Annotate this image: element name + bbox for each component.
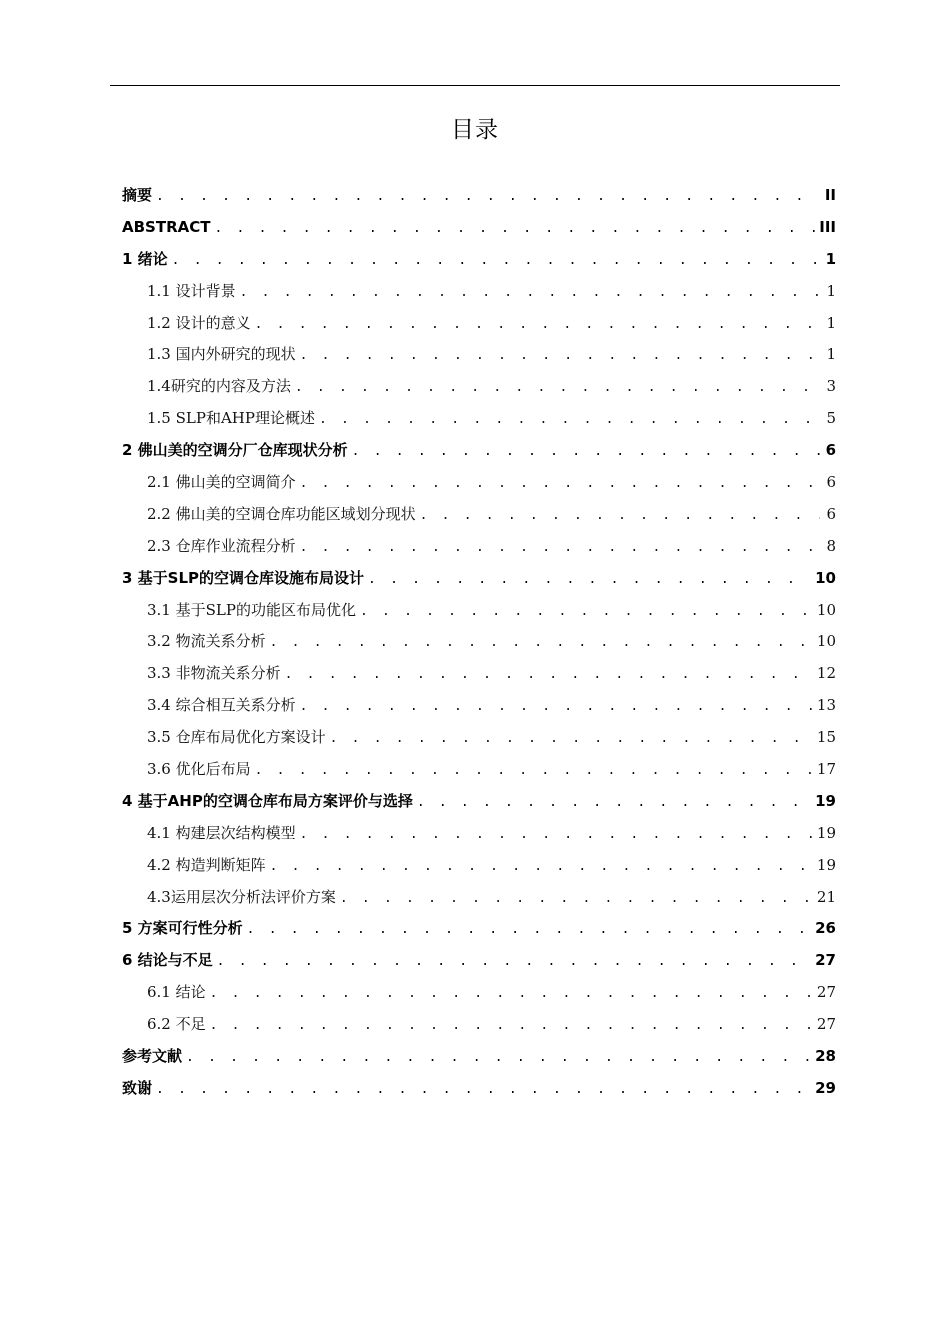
toc-page-number: 5 [826,409,836,428]
toc-entry-title: 1.3 国内外研究的现状 [147,345,296,364]
toc-entry[interactable] [122,308,836,340]
toc-entry[interactable] [122,1009,836,1041]
toc-page-number: 28 [815,1047,836,1066]
toc-dot-leader [217,946,811,978]
toc-entry-title: 6.1 结论 [147,983,206,1002]
toc-dot-leader [300,468,820,500]
toc-entry[interactable] [122,818,836,850]
toc-entry[interactable] [122,626,836,658]
toc-entry-title: 3.6 优化后布局 [147,760,251,779]
toc-page-number: III [819,217,836,236]
toc-dot-leader [172,245,820,277]
toc-dot-leader [352,436,820,468]
toc-page-number: 27 [816,983,836,1002]
toc-dot-leader [186,1042,811,1074]
toc-entry-title: 2.2 佛山美的空调仓库功能区域划分现状 [147,504,416,523]
toc-page-number: 10 [816,600,836,619]
toc-page-number: 19 [816,855,836,874]
toc-entry[interactable] [122,754,836,786]
toc-entry-title: ABSTRACT [122,217,211,236]
toc-page-number: 6 [826,504,836,523]
toc-entry-title: 4.1 构建层次结构模型 [147,823,296,842]
toc-entry[interactable] [122,371,836,403]
toc-entry-title: 2 佛山美的空调分厂仓库现状分析 [122,441,348,460]
toc-entry[interactable] [122,850,836,882]
toc-page-number: 29 [815,1078,836,1097]
toc-dot-leader [319,404,820,436]
toc-dot-leader [210,978,813,1010]
toc-dot-leader [255,309,820,341]
toc-page-number: 3 [826,377,836,396]
toc-dot-leader [417,787,811,819]
toc-entry[interactable] [122,913,836,945]
toc-entry-title: 3 基于SLP的空调仓库设施布局设计 [122,568,365,587]
toc-dot-leader [214,213,815,245]
toc-entry[interactable] [122,499,836,531]
toc-entry[interactable] [122,945,836,977]
toc-entry-title: 1 绪论 [122,249,168,268]
toc-entry[interactable] [122,531,836,563]
toc-page-number: 10 [815,568,836,587]
toc-dot-leader [295,372,820,404]
toc-page-number: 17 [816,760,836,779]
toc-page-number: 1 [825,249,836,268]
toc-entry[interactable] [122,977,836,1009]
toc-entry-title: 3.2 物流关系分析 [147,632,266,651]
toc-dot-leader [156,181,820,213]
toc-dot-leader [300,340,820,372]
toc-dot-leader [420,500,820,532]
toc-entry-title: 1.5 SLP和AHP理论概述 [147,409,315,428]
toc-entry-title: 3.3 非物流关系分析 [147,664,281,683]
toc-page-number: 13 [816,696,836,715]
toc-entry-title: 1.4研究的内容及方法 [147,377,291,396]
toc-page-number: 27 [815,951,836,970]
toc-page-number: 6 [826,473,836,492]
toc-entry-title: 5 方案可行性分析 [122,919,243,938]
toc-page-number: 27 [816,1015,836,1034]
toc-dot-leader [368,564,811,596]
toc-dot-leader [300,532,820,564]
toc-entry[interactable] [122,722,836,754]
toc-entry-title: 6.2 不足 [147,1015,206,1034]
toc-page-number: 15 [816,728,836,747]
toc-page-number: 21 [816,887,836,906]
toc-entry-title: 4.2 构造判断矩阵 [147,855,266,874]
toc-entry[interactable] [122,276,836,308]
toc-page-number: 1 [826,345,836,364]
toc-entry-title: 1.2 设计的意义 [147,313,251,332]
toc-entry-title: 3.5 仓库布局优化方案设计 [147,728,326,747]
toc-page-number: 1 [826,313,836,332]
toc-entry[interactable] [122,180,836,212]
toc-entry[interactable] [122,786,836,818]
toc-dot-leader [270,627,813,659]
toc-entry-title: 参考文献 [122,1047,183,1066]
toc-page-number: 10 [816,632,836,651]
page-title: 目录 [451,117,499,143]
toc-page-number: 6 [825,441,836,460]
toc-page-number: 8 [826,536,836,555]
toc-entry[interactable] [122,212,836,244]
toc-entry-title: 6 结论与不足 [122,951,213,970]
toc-entry-title: 1.1 设计背景 [147,281,236,300]
toc-page-number: 26 [815,919,836,938]
toc-dot-leader [300,691,813,723]
toc-page-number: 1 [826,281,836,300]
toc-entry[interactable] [122,244,836,276]
toc-dot-leader [210,1010,813,1042]
toc-entry-title: 摘要 [122,186,153,204]
toc-dot-leader [270,851,813,883]
toc-entry-title: 3.1 基于SLP的功能区布局优化 [147,600,356,619]
toc-dot-leader [156,1074,811,1106]
toc-dot-leader [240,277,820,309]
toc-dot-leader [247,914,811,946]
toc-entry[interactable] [122,435,836,467]
toc-entry[interactable] [122,690,836,722]
toc-entry[interactable] [122,339,836,371]
toc-dot-leader [330,723,813,755]
toc-dot-leader [255,755,813,787]
toc-entry-title: 3.4 综合相互关系分析 [147,696,296,715]
toc-entry[interactable] [122,467,836,499]
toc-entry-title: 4.3运用层次分析法评价方案 [147,887,336,906]
toc-page-number: 19 [816,823,836,842]
toc-entry-title: 4 基于AHP的空调仓库布局方案评价与选择 [122,791,413,810]
toc-entry[interactable] [122,403,836,435]
toc-entry[interactable] [122,595,836,627]
toc-entry-title: 2.1 佛山美的空调简介 [147,473,296,492]
toc-page-number: 19 [815,791,836,810]
toc-entry[interactable] [122,658,836,690]
toc-entry[interactable] [122,882,836,914]
toc-entry[interactable] [122,1041,836,1073]
table-of-contents [122,180,836,1105]
toc-dot-leader [340,883,813,915]
header-rule [110,85,840,86]
toc-entry-title: 2.3 仓库作业流程分析 [147,536,296,555]
toc-dot-leader [360,596,813,628]
toc-page-number: 12 [816,664,836,683]
toc-entry[interactable] [122,563,836,595]
toc-dot-leader [300,819,813,851]
toc-entry-title: 致谢 [122,1078,153,1097]
toc-entry[interactable] [122,1073,836,1105]
toc-dot-leader [285,659,813,691]
toc-page-number: II [824,186,836,204]
